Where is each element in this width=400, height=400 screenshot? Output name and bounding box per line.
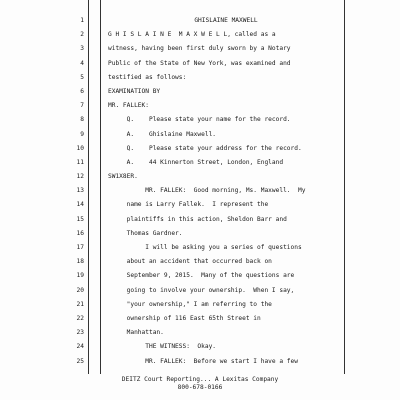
transcript-line — [0, 298, 344, 312]
line-number: 15 — [76, 215, 84, 223]
line-number: 20 — [76, 286, 84, 294]
line-number: 12 — [76, 173, 84, 181]
transcript-line — [0, 269, 344, 283]
transcript-line — [0, 71, 344, 85]
line-text: Q. Please state your address for the record. — [108, 144, 302, 152]
transcript-line — [0, 28, 344, 42]
transcript-line — [0, 241, 344, 255]
line-number: 1 — [80, 17, 84, 24]
line-number: 4 — [80, 59, 84, 67]
line-number: 3 — [80, 45, 84, 53]
transcript-line — [0, 57, 344, 71]
line-text: Manhattan. — [108, 329, 164, 337]
line-number: 10 — [76, 144, 84, 152]
line-number: 17 — [76, 244, 84, 251]
transcript-line — [0, 340, 344, 354]
line-text: witness, having been first duly sworn by a Notary — [108, 45, 291, 53]
line-text: G H I S L A I N E M A X W E L L, called as a — [108, 31, 276, 39]
transcript-line — [0, 156, 344, 170]
line-text: Thomas Gardner. — [108, 229, 183, 237]
line-text: A. 44 Kinnerton Street, London, England — [108, 158, 284, 166]
transcript-line — [0, 170, 344, 184]
transcript-line — [0, 213, 344, 227]
line-number: 19 — [76, 272, 84, 280]
line-number: 7 — [80, 102, 84, 110]
line-number: 8 — [80, 116, 84, 124]
line-number: 16 — [76, 229, 84, 237]
transcript-line — [0, 326, 344, 340]
line-text: MR. FALLEK: Before we start I have a few — [108, 357, 298, 365]
line-text: GHISLAINE MAXWELL — [194, 17, 258, 24]
line-text: about an accident that occurred back on — [108, 258, 272, 266]
line-text: testified as follows: — [108, 73, 187, 81]
line-text: September 9, 2015. Many of the questions are — [108, 272, 295, 280]
transcript-line — [0, 355, 344, 369]
line-number: 6 — [80, 87, 84, 95]
page-footer — [0, 376, 400, 392]
line-number: 24 — [76, 343, 84, 351]
line-text: I will be asking you a series of questions — [108, 244, 302, 251]
footer-company: DEITZ Court Reporting... A Lexitas Company — [121, 376, 279, 383]
line-number: 23 — [76, 329, 84, 337]
transcript-line — [0, 255, 344, 269]
transcript-line — [0, 99, 344, 113]
line-text: going to involve your ownership. When I say, — [108, 286, 295, 294]
line-text: Q. Please state your name for the record. — [108, 116, 291, 124]
transcript-lines — [0, 14, 344, 369]
transcript-line — [0, 42, 344, 56]
line-number: 11 — [76, 158, 84, 166]
footer-phone: 800-678-0166 — [177, 384, 223, 391]
line-text: MR. FALLEK: Good morning, Ms. Maxwell. My — [108, 187, 306, 195]
right-margin-rule — [344, 0, 345, 374]
line-number: 9 — [80, 130, 84, 138]
line-text: MR. FALLEK: — [108, 102, 149, 110]
line-text: SW1X8ER. — [108, 173, 138, 181]
line-number: 22 — [76, 314, 84, 322]
transcript-line — [0, 227, 344, 241]
line-number: 25 — [76, 357, 84, 365]
line-text: Public of the State of New York, was examined and — [108, 59, 291, 67]
transcript-line — [0, 14, 344, 28]
line-number: 13 — [76, 187, 84, 195]
transcript-line — [0, 184, 344, 198]
line-text: "your ownership," I am referring to the — [108, 300, 272, 308]
line-number: 5 — [80, 73, 84, 81]
line-number: 21 — [76, 300, 84, 308]
line-text: THE WITNESS: Okay. — [108, 343, 217, 351]
transcript-line — [0, 85, 344, 99]
line-text: EXAMINATION BY — [108, 87, 161, 95]
transcript-line — [0, 284, 344, 298]
line-text: A. Ghislaine Maxwell. — [108, 130, 217, 138]
transcript-line — [0, 312, 344, 326]
transcript-line — [0, 198, 344, 212]
transcript-line — [0, 142, 344, 156]
line-number: 18 — [76, 258, 84, 266]
line-text: plaintiffs in this action, Sheldon Barr and — [108, 215, 287, 223]
line-text: ownership of 116 East 65th Street in — [108, 314, 261, 322]
transcript-line — [0, 128, 344, 142]
line-number: 14 — [76, 201, 84, 209]
transcript-line — [0, 113, 344, 127]
line-number: 2 — [80, 31, 84, 39]
line-text: name is Larry Fallek. I represent the — [108, 201, 269, 209]
